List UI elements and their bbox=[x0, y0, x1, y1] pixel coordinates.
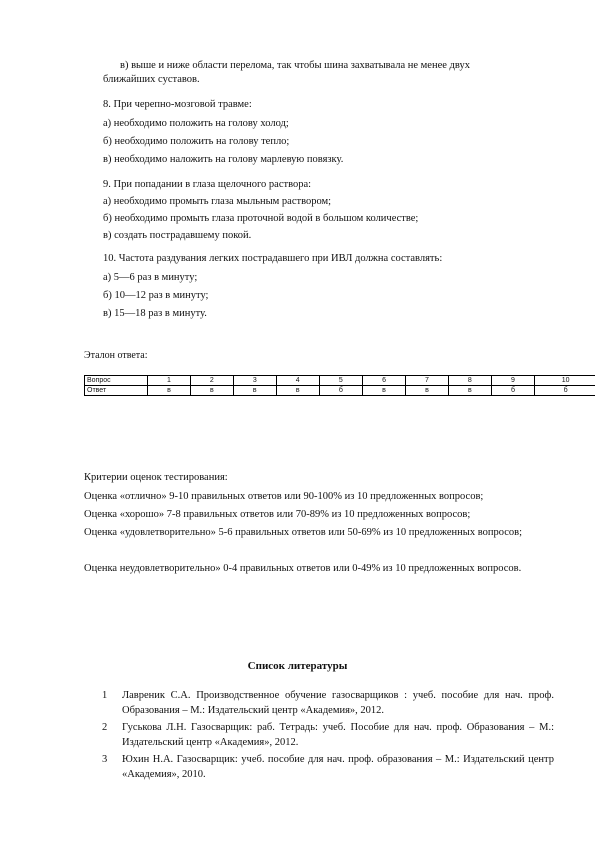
answer-key-answer: в bbox=[233, 386, 276, 396]
answer-key-number: 10 bbox=[535, 376, 595, 386]
answer-key-number: 9 bbox=[491, 376, 534, 386]
answer-key-number: 4 bbox=[276, 376, 319, 386]
literature-item bbox=[102, 752, 554, 782]
answer-key-number: 8 bbox=[448, 376, 491, 386]
answer-key-number: 1 bbox=[148, 376, 191, 386]
answer-key-number: 7 bbox=[405, 376, 448, 386]
literature-item-number: 3 bbox=[102, 754, 108, 765]
literature-item-text: Гуськова Л.Н. Газосварщик: раб. Тетрадь: учеб. Пособие для нач. проф. Образования – М.: Издательский центр «Академия», 2012. bbox=[122, 722, 554, 748]
q10-option-a: а) 5—6 раз в минуту; bbox=[103, 272, 198, 283]
answer-key-question-row bbox=[85, 376, 595, 386]
q10-option-c: в) 15—18 раз в минуту. bbox=[103, 308, 207, 319]
q8-option-b: б) необходимо положить на голову тепло; bbox=[103, 136, 290, 147]
literature-list bbox=[102, 688, 554, 784]
answer-key-answer-row bbox=[85, 386, 595, 396]
answer-key-answer: б bbox=[535, 386, 595, 396]
answer-key-answer: в bbox=[405, 386, 448, 396]
answer-key-answer: в bbox=[190, 386, 233, 396]
literature-item bbox=[102, 688, 554, 718]
literature-item-number: 1 bbox=[102, 690, 108, 701]
answer-key-answer: в bbox=[276, 386, 319, 396]
answer-key-answer: б bbox=[319, 386, 362, 396]
answer-key-number: 3 bbox=[233, 376, 276, 386]
answer-key-row-label: Ответ bbox=[85, 386, 148, 396]
q8-question: 8. При черепно-мозговой травме: bbox=[103, 99, 252, 110]
answer-key-table bbox=[84, 375, 595, 396]
q9-option-b: б) необходимо промыть глаза проточной водой в большом количестве; bbox=[103, 213, 419, 224]
literature-item-number: 2 bbox=[102, 722, 108, 733]
q9-option-c: в) создать пострадавшему покой. bbox=[103, 230, 252, 241]
answer-key-answer: в bbox=[363, 386, 406, 396]
criteria-satisfactory: Оценка «удовлетворительно» 5-6 правильных ответов или 50-69% из 10 предложенных вопросов; bbox=[84, 527, 523, 538]
literature-item-text: Юхин Н.А. Газосварщик: учеб. пособие для нач. проф. образования – М.: Издательский центр «Академия», 2010. bbox=[122, 754, 554, 780]
criteria-title: Критерии оценок тестирования: bbox=[84, 472, 228, 483]
q7-option-c-line2: ближайших суставов. bbox=[103, 74, 200, 85]
answer-key-number: 5 bbox=[319, 376, 362, 386]
q9-option-a: а) необходимо промыть глаза мыльным раствором; bbox=[103, 196, 332, 207]
literature-item bbox=[102, 720, 554, 750]
q8-option-a: а) необходимо положить на голову холод; bbox=[103, 118, 289, 129]
answer-key-row-label: Вопрос bbox=[85, 376, 148, 386]
criteria-excellent: Оценка «отлично» 9-10 правильных ответов или 90-100% из 10 предложенных вопросов; bbox=[84, 491, 484, 502]
q9-question: 9. При попадании в глаза щелочного раствора: bbox=[103, 179, 312, 190]
answer-key-number: 6 bbox=[363, 376, 406, 386]
criteria-unsatisfactory: Оценка неудовлетворительно» 0-4 правильных ответов или 0-49% из 10 предложенных вопросов. bbox=[84, 563, 522, 574]
q8-option-c: в) необходимо наложить на голову марлевую повязку. bbox=[103, 154, 344, 165]
literature-item-text: Лавреник С.А. Производственное обучение газосварщиков : учеб. пособие для нач. проф. Образования – М.: Издательский центр «Академия», 2012. bbox=[122, 690, 554, 716]
criteria-good: Оценка «хорошо» 7-8 правильных ответов или 70-89% из 10 предложенных вопросов; bbox=[84, 509, 471, 520]
answer-key-answer: б bbox=[491, 386, 534, 396]
answer-key-title: Эталон ответа: bbox=[84, 350, 148, 361]
answer-key-number: 2 bbox=[190, 376, 233, 386]
answer-key-answer: в bbox=[148, 386, 191, 396]
answer-key-answer: в bbox=[448, 386, 491, 396]
literature-title: Список литературы bbox=[247, 660, 348, 672]
q10-option-b: б) 10—12 раз в минуту; bbox=[103, 290, 209, 301]
q10-question: 10. Частота раздувания легких пострадавшего при ИВЛ должна составлять: bbox=[103, 253, 443, 264]
q7-option-c-line1: в) выше и ниже области перелома, так чтобы шина захватывала не менее двух bbox=[120, 60, 470, 71]
